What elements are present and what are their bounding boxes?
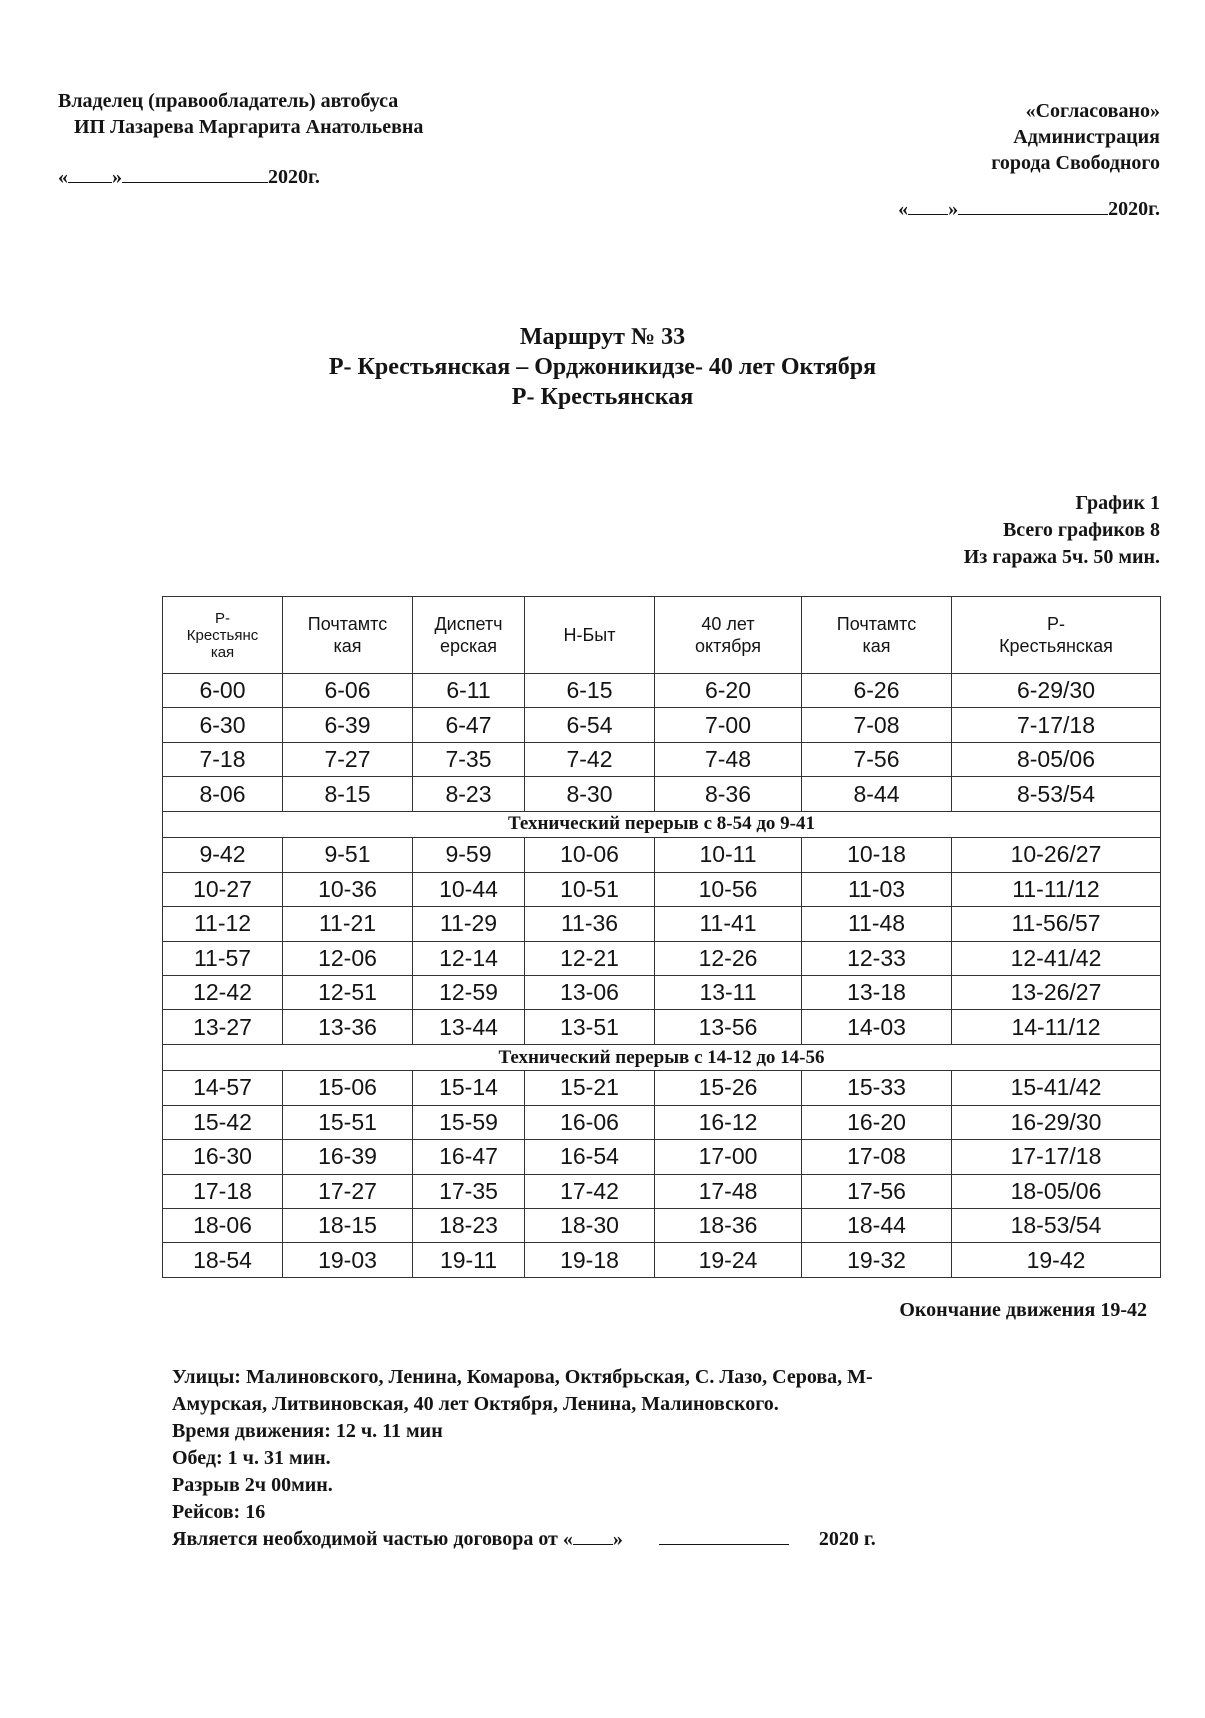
time-cell: 15-42 <box>163 1105 283 1139</box>
time-cell: 7-35 <box>413 742 525 776</box>
time-cell: 12-41/42 <box>952 941 1161 975</box>
table-row <box>163 777 1161 811</box>
time-cell: 7-42 <box>525 742 655 776</box>
contract-month-blank <box>659 1526 789 1545</box>
table-row <box>163 872 1161 906</box>
route-path: Р- Крестьянская – Орджоникидзе- 40 лет Октября <box>328 354 877 380</box>
time-cell: 8-36 <box>655 777 802 811</box>
time-cell: 11-03 <box>802 872 952 906</box>
time-cell: 17-08 <box>802 1140 952 1174</box>
time-cell: 18-30 <box>525 1209 655 1243</box>
time-cell: 9-42 <box>163 838 283 872</box>
break-row <box>163 1044 1161 1070</box>
table-row <box>163 907 1161 941</box>
time-cell: 17-56 <box>802 1174 952 1208</box>
time-cell: 10-56 <box>655 872 802 906</box>
time-cell: 18-53/54 <box>952 1209 1161 1243</box>
agreed-year: 2020г. <box>1108 198 1160 220</box>
time-cell: 11-11/12 <box>952 872 1161 906</box>
table-row <box>163 674 1161 708</box>
table-row <box>163 1243 1161 1278</box>
time-cell: 16-20 <box>802 1105 952 1139</box>
owner-day-blank <box>68 164 112 183</box>
time-cell: 7-48 <box>655 742 802 776</box>
time-cell: 18-36 <box>655 1209 802 1243</box>
timetable-body <box>163 674 1161 1278</box>
time-cell: 10-44 <box>413 872 525 906</box>
time-cell: 6-06 <box>283 674 413 708</box>
time-cell: 6-30 <box>163 708 283 742</box>
time-cell: 11-29 <box>413 907 525 941</box>
trips-count: Рейсов: 16 <box>172 1501 266 1523</box>
time-cell: 19-24 <box>655 1243 802 1278</box>
schedule-garage: Из гаража 5ч. 50 мин. <box>963 546 1160 568</box>
time-cell: 8-30 <box>525 777 655 811</box>
streets-line-2: Амурская, Литвиновская, 40 лет Октября, Ленина, Малиновского. <box>172 1393 779 1415</box>
time-cell: 8-15 <box>283 777 413 811</box>
time-cell: 13-44 <box>413 1010 525 1044</box>
time-cell: 13-36 <box>283 1010 413 1044</box>
owner-year: 2020г. <box>268 166 320 188</box>
contract-year: 2020 г. <box>818 1528 876 1550</box>
contract-day-blank <box>573 1526 613 1545</box>
time-cell: 12-21 <box>525 941 655 975</box>
time-cell: 17-48 <box>655 1174 802 1208</box>
table-row <box>163 1174 1161 1208</box>
contract-line: Является необходимой частью договора от « » 2020 г. <box>172 1528 876 1550</box>
time-cell: 19-03 <box>283 1243 413 1278</box>
column-header: Н-Быт <box>525 597 655 674</box>
table-row <box>163 975 1161 1009</box>
agreed-day-blank <box>908 196 948 215</box>
time-cell: 13-51 <box>525 1010 655 1044</box>
time-cell: 12-26 <box>655 941 802 975</box>
time-cell: 11-48 <box>802 907 952 941</box>
time-cell: 12-14 <box>413 941 525 975</box>
break-row <box>163 811 1161 837</box>
time-cell: 10-11 <box>655 838 802 872</box>
agreed-city: города Свободного <box>991 152 1160 174</box>
time-cell: 18-06 <box>163 1209 283 1243</box>
agreed-block <box>898 98 1160 222</box>
time-cell: 7-18 <box>163 742 283 776</box>
time-cell: 11-56/57 <box>952 907 1161 941</box>
owner-name: ИП Лазарева Маргарита Анатольевна <box>74 116 424 138</box>
time-cell: 17-00 <box>655 1140 802 1174</box>
travel-time: Время движения: 12 ч. 11 мин <box>172 1420 443 1442</box>
time-cell: 19-32 <box>802 1243 952 1278</box>
streets-line-1: Улицы: Малиновского, Ленина, Комарова, Октябрьская, С. Лазо, Серова, М- <box>172 1366 873 1388</box>
time-cell: 15-14 <box>413 1071 525 1105</box>
time-cell: 10-36 <box>283 872 413 906</box>
time-cell: 16-47 <box>413 1140 525 1174</box>
end-note: Окончание движения 19-42 <box>899 1299 1147 1321</box>
column-header: 40 лет октября <box>655 597 802 674</box>
time-cell: 7-56 <box>802 742 952 776</box>
table-row <box>163 742 1161 776</box>
time-cell: 8-05/06 <box>952 742 1161 776</box>
time-cell: 17-18 <box>163 1174 283 1208</box>
time-cell: 14-57 <box>163 1071 283 1105</box>
time-cell: 17-35 <box>413 1174 525 1208</box>
time-cell: 16-06 <box>525 1105 655 1139</box>
route-title <box>0 322 1205 412</box>
time-cell: 16-30 <box>163 1140 283 1174</box>
time-cell: 11-36 <box>525 907 655 941</box>
time-cell: 8-06 <box>163 777 283 811</box>
break-note: Технический перерыв с 14-12 до 14-56 <box>163 1044 1161 1070</box>
time-cell: 15-26 <box>655 1071 802 1105</box>
time-cell: 9-59 <box>413 838 525 872</box>
time-cell: 14-03 <box>802 1010 952 1044</box>
time-cell: 8-53/54 <box>952 777 1161 811</box>
time-cell: 18-05/06 <box>952 1174 1161 1208</box>
column-header: Диспетч ерская <box>413 597 525 674</box>
route-number: Маршрут № 33 <box>519 324 686 350</box>
time-cell: 12-06 <box>283 941 413 975</box>
column-header: Р- Крестьянс кая <box>163 597 283 674</box>
agreed-title: «Согласовано» <box>1025 100 1160 122</box>
time-cell: 11-41 <box>655 907 802 941</box>
agreed-admin: Администрация <box>1013 126 1160 148</box>
time-cell: 6-29/30 <box>952 674 1161 708</box>
table-row <box>163 1071 1161 1105</box>
time-cell: 10-06 <box>525 838 655 872</box>
time-cell: 15-21 <box>525 1071 655 1105</box>
time-cell: 16-39 <box>283 1140 413 1174</box>
time-cell: 17-17/18 <box>952 1140 1161 1174</box>
time-cell: 6-11 <box>413 674 525 708</box>
agreed-month-blank <box>958 196 1108 215</box>
column-header: Почтамтс кая <box>802 597 952 674</box>
owner-title: Владелец (правообладатель) автобуса <box>58 90 399 112</box>
time-cell: 12-59 <box>413 975 525 1009</box>
owner-block <box>58 88 423 190</box>
time-cell: 13-11 <box>655 975 802 1009</box>
time-cell: 15-06 <box>283 1071 413 1105</box>
time-cell: 10-27 <box>163 872 283 906</box>
time-cell: 7-17/18 <box>952 708 1161 742</box>
time-cell: 13-27 <box>163 1010 283 1044</box>
time-cell: 10-18 <box>802 838 952 872</box>
time-cell: 15-59 <box>413 1105 525 1139</box>
schedule-info <box>964 490 1160 571</box>
time-cell: 13-06 <box>525 975 655 1009</box>
time-cell: 15-33 <box>802 1071 952 1105</box>
time-cell: 10-26/27 <box>952 838 1161 872</box>
time-cell: 19-11 <box>413 1243 525 1278</box>
time-cell: 7-27 <box>283 742 413 776</box>
time-cell: 13-18 <box>802 975 952 1009</box>
table-row <box>163 1209 1161 1243</box>
time-cell: 6-26 <box>802 674 952 708</box>
footer-block <box>172 1364 1102 1553</box>
column-header: Р- Крестьянская <box>952 597 1161 674</box>
time-cell: 19-42 <box>952 1243 1161 1278</box>
break-note: Технический перерыв с 8-54 до 9-41 <box>163 811 1161 837</box>
timetable <box>162 596 1161 1278</box>
route-end: Р- Крестьянская <box>511 384 694 410</box>
time-cell: 11-21 <box>283 907 413 941</box>
time-cell: 7-00 <box>655 708 802 742</box>
time-cell: 6-47 <box>413 708 525 742</box>
table-row <box>163 1010 1161 1044</box>
column-header: Почтамтс кая <box>283 597 413 674</box>
time-cell: 10-51 <box>525 872 655 906</box>
time-cell: 18-54 <box>163 1243 283 1278</box>
time-cell: 15-51 <box>283 1105 413 1139</box>
table-row <box>163 708 1161 742</box>
time-cell: 6-54 <box>525 708 655 742</box>
time-cell: 6-39 <box>283 708 413 742</box>
time-cell: 8-23 <box>413 777 525 811</box>
owner-month-blank <box>122 164 268 183</box>
time-cell: 6-00 <box>163 674 283 708</box>
table-row <box>163 1105 1161 1139</box>
time-cell: 17-27 <box>283 1174 413 1208</box>
table-row <box>163 941 1161 975</box>
time-cell: 18-44 <box>802 1209 952 1243</box>
time-cell: 19-18 <box>525 1243 655 1278</box>
time-cell: 13-26/27 <box>952 975 1161 1009</box>
time-cell: 18-23 <box>413 1209 525 1243</box>
time-cell: 12-33 <box>802 941 952 975</box>
lunch-time: Обед: 1 ч. 31 мин. <box>172 1447 331 1469</box>
table-header-row <box>163 597 1161 674</box>
time-cell: 12-51 <box>283 975 413 1009</box>
gap-time: Разрыв 2ч 00мин. <box>172 1474 333 1496</box>
time-cell: 14-11/12 <box>952 1010 1161 1044</box>
time-cell: 6-20 <box>655 674 802 708</box>
time-cell: 8-44 <box>802 777 952 811</box>
time-cell: 11-57 <box>163 941 283 975</box>
time-cell: 13-56 <box>655 1010 802 1044</box>
owner-date: « » 2020г. <box>58 166 320 188</box>
time-cell: 16-29/30 <box>952 1105 1161 1139</box>
time-cell: 15-41/42 <box>952 1071 1161 1105</box>
time-cell: 16-12 <box>655 1105 802 1139</box>
time-cell: 12-42 <box>163 975 283 1009</box>
time-cell: 16-54 <box>525 1140 655 1174</box>
schedule-number: График 1 <box>1075 492 1160 514</box>
table-row <box>163 1140 1161 1174</box>
time-cell: 9-51 <box>283 838 413 872</box>
table-row <box>163 838 1161 872</box>
time-cell: 6-15 <box>525 674 655 708</box>
time-cell: 7-08 <box>802 708 952 742</box>
time-cell: 11-12 <box>163 907 283 941</box>
time-cell: 18-15 <box>283 1209 413 1243</box>
schedule-total: Всего графиков 8 <box>1002 519 1160 541</box>
agreed-date: « » 2020г. <box>898 198 1160 220</box>
time-cell: 17-42 <box>525 1174 655 1208</box>
